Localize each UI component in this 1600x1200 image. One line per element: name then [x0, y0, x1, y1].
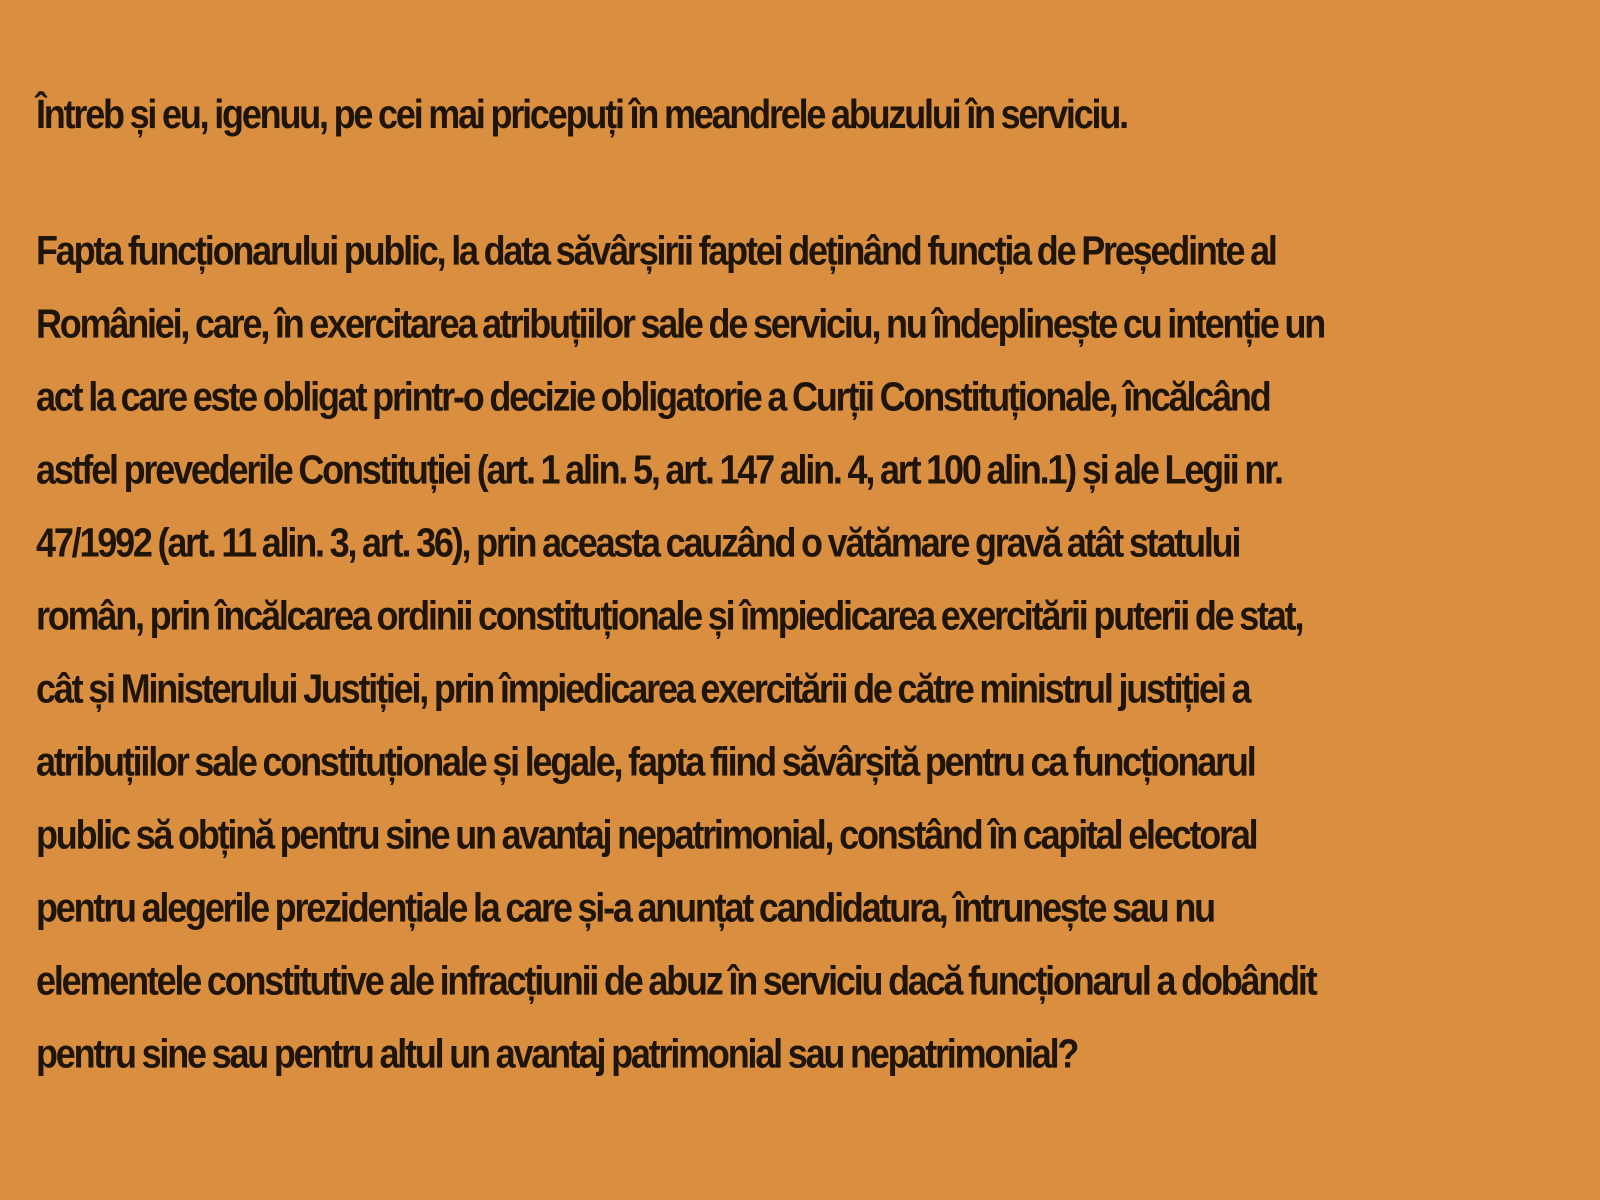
paragraph-line: astfel prevederile Constituției (art. 1 alin. 5, art. 147 alin. 4, art 100 alin.1) și ale Legii nr.: [36, 446, 1282, 493]
paragraph-line: pentru alegerile prezidențiale la care și-a anunțat candidatura, întrunește sau nu: [36, 884, 1214, 931]
paragraph-line: român, prin încălcarea ordinii constituționale și împiedicarea exercitării puterii de stat,: [36, 592, 1303, 639]
paragraph-line: Fapta funcționarului public, la data săvârșirii faptei deținând funcția de Președinte al: [36, 227, 1276, 274]
paragraph-line: 47/1992 (art. 11 alin. 3, art. 36), prin aceasta cauzând o vătămare gravă atât statului: [36, 519, 1240, 566]
paragraph-line: elementele constitutive ale infracțiunii de abuz în serviciu dacă funcționarul a dobândit: [36, 957, 1316, 1004]
main-paragraph: [36, 214, 1566, 1090]
paragraph-line: act la care este obligat printr-o decizie obligatorie a Curții Constituționale, încălcând: [36, 373, 1270, 420]
intro-line: Întreb și eu, igenuu, pe cei mai pricepuți în meandrele abuzului în serviciu.: [36, 90, 1127, 137]
paragraph-line: public să obțină pentru sine un avantaj nepatrimonial, constând în capital electoral: [36, 811, 1257, 858]
paragraph-line: pentru sine sau pentru altul un avantaj patrimonial sau nepatrimonial?: [36, 1030, 1078, 1077]
paragraph-line: atribuțiilor sale constituționale și legale, fapta fiind săvârșită pentru ca funcționarul: [36, 738, 1255, 785]
paragraph-line: României, care, în exercitarea atribuțiilor sale de serviciu, nu îndeplinește cu intenție un: [36, 300, 1325, 347]
document-page: [36, 74, 1576, 1090]
paragraph-line: cât și Ministerului Justiției, prin împiedicarea exercitării de către ministrul justiției a: [36, 665, 1250, 712]
